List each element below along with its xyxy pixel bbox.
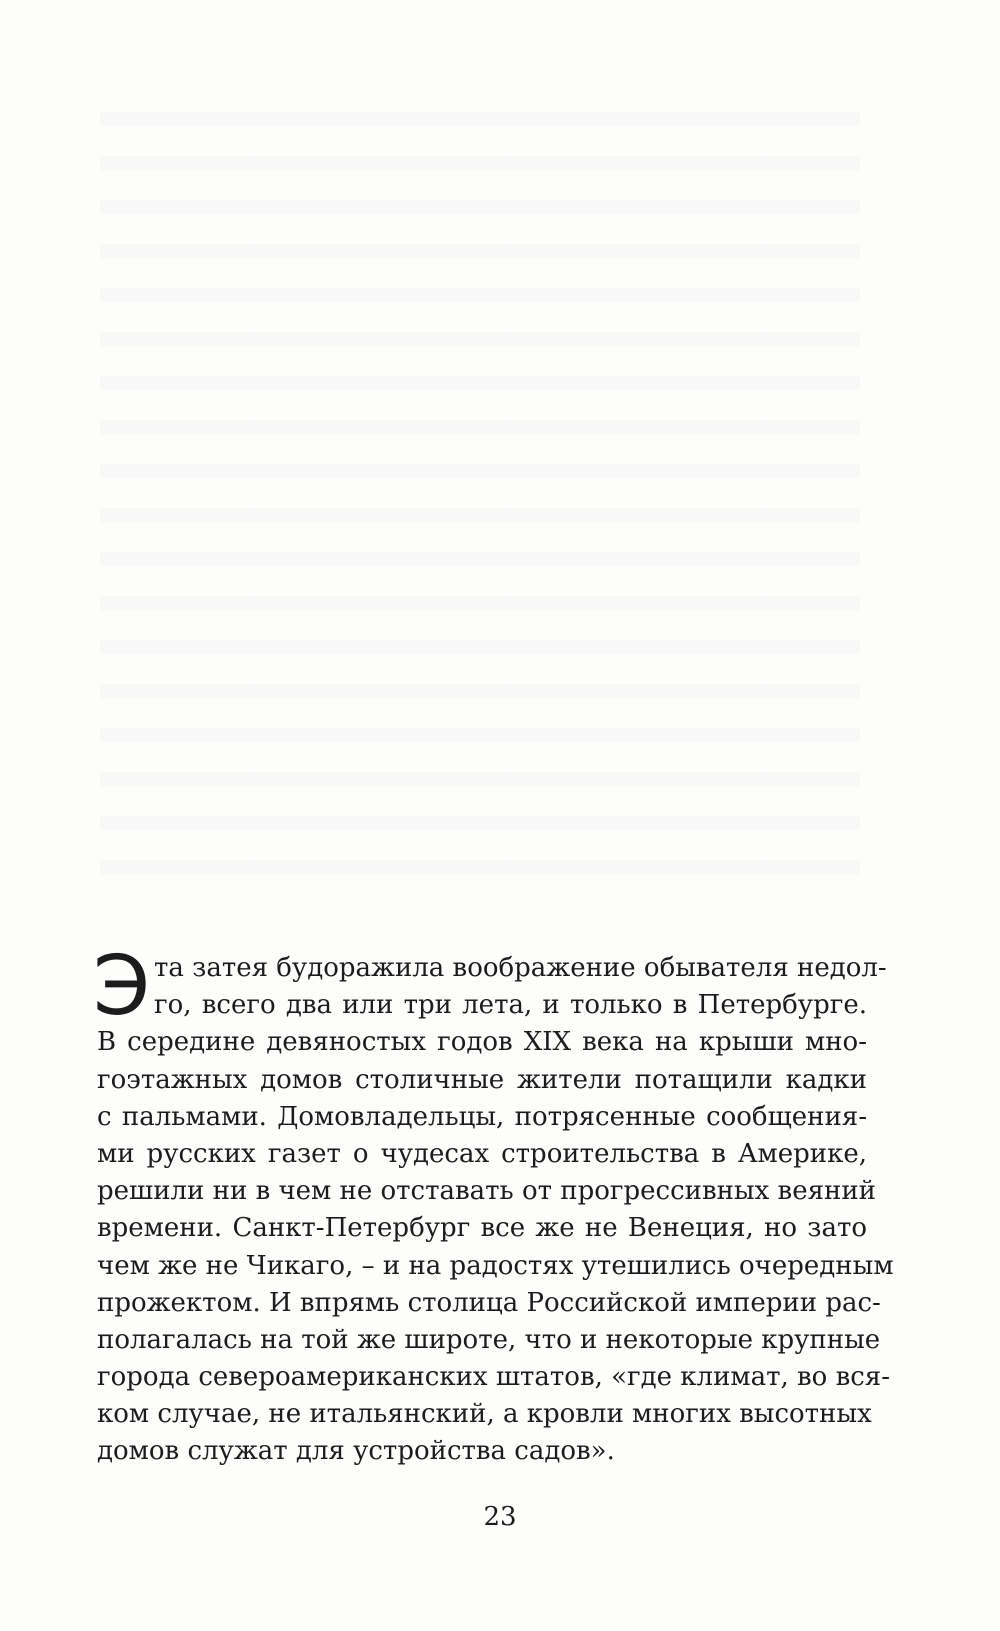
text-line: го, всего два или три лета, и только в Петербурге. [154, 990, 867, 1021]
body-paragraph [93, 939, 894, 1471]
text-line: В середине девяностых годов XIX века на крыши мно- [97, 1027, 867, 1058]
text-line: чем же не Чикаго, – и на радостях утешились очередным [97, 1250, 894, 1281]
text-line: времени. Санкт-Петербург все же не Венеция, но зато [97, 1213, 867, 1244]
reverse-side-bleed-through [100, 90, 860, 890]
text-line: ми русских газет о чудесах строительства в Америке, [97, 1138, 867, 1169]
text-line: та затея будоражила воображение обывателя недол- [154, 953, 887, 983]
drop-cap: Э [93, 939, 151, 1034]
text-line: прожектом. И впрямь столица Российской империи рас- [97, 1287, 881, 1318]
text-line: ком случае, не итальянский, а кровли многих высотных [97, 1399, 872, 1430]
text-line: гоэтажных домов столичные жители потащили кадки [97, 1064, 867, 1095]
text-line: домов служат для устройства садов». [97, 1436, 615, 1467]
text-line: города североамериканских штатов, «где климат, во вся- [97, 1362, 890, 1393]
text-line: с пальмами. Домовладельцы, потрясенные сообщения- [97, 1101, 867, 1132]
page-number: 23 [483, 1502, 517, 1532]
text-line: решили ни в чем не отставать от прогрессивных веяний [97, 1176, 876, 1207]
text-line: полагалась на той же широте, что и некоторые крупные [97, 1324, 881, 1355]
